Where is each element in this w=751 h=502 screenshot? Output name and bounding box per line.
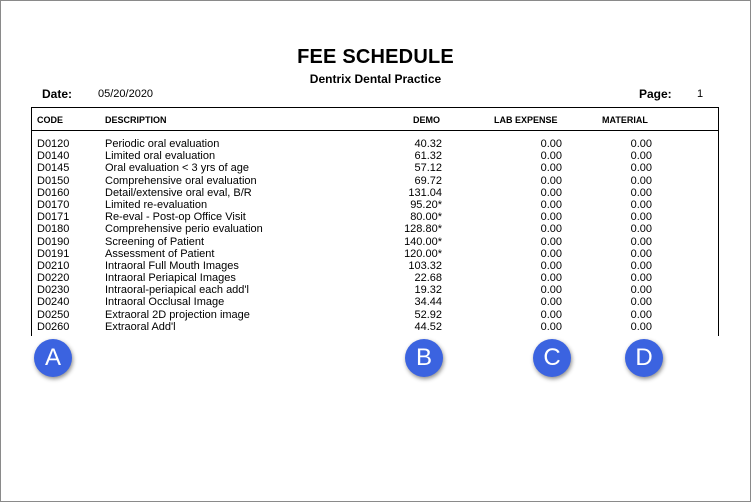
material-cell: 0.00: [630, 211, 652, 224]
code-cell: D0250: [37, 308, 70, 321]
code-cell: D0145: [37, 162, 70, 175]
demo-fee-cell: 140.00*: [404, 235, 442, 248]
description-cell: Extraoral 2D projection image: [105, 308, 250, 321]
code-cell: D0210: [37, 259, 70, 272]
table-row: [32, 272, 718, 284]
material-cell: 0.00: [630, 150, 652, 163]
description-cell: Extraoral Add'l: [105, 320, 176, 333]
table-row: [32, 223, 718, 235]
material-cell: 0.00: [630, 308, 652, 321]
lab-expense-cell: 0.00: [540, 211, 562, 224]
lab-expense-cell: 0.00: [540, 284, 562, 297]
page-number: 1: [697, 88, 704, 100]
marker-a: A: [34, 339, 72, 377]
demo-fee-cell: 95.20*: [410, 198, 442, 211]
demo-fee-cell: 131.04: [408, 186, 442, 199]
header-demo: DEMO: [413, 115, 440, 125]
marker-c: C: [533, 339, 571, 377]
code-cell: D0191: [37, 247, 70, 260]
code-cell: D0190: [37, 235, 70, 248]
code-cell: D0120: [37, 138, 70, 150]
lab-expense-cell: 0.00: [540, 174, 562, 187]
code-cell: D0170: [37, 198, 70, 211]
table-row: [32, 260, 718, 272]
lab-expense-cell: 0.00: [540, 308, 562, 321]
description-cell: Screening of Patient: [105, 235, 205, 248]
table-row: [32, 187, 718, 199]
table-row: [32, 248, 718, 260]
lab-expense-cell: 0.00: [540, 223, 562, 236]
material-cell: 0.00: [630, 235, 652, 248]
code-cell: D0171: [37, 211, 70, 224]
marker-d: D: [625, 339, 663, 377]
lab-expense-cell: 0.00: [540, 247, 562, 260]
code-cell: D0160: [37, 186, 70, 199]
description-cell: Limited oral evaluation: [105, 150, 216, 163]
description-cell: Intraoral Occlusal Image: [105, 296, 225, 309]
material-cell: 0.00: [630, 247, 652, 260]
demo-fee-cell: 40.32: [414, 138, 442, 150]
table-header: [32, 108, 718, 131]
lab-expense-cell: 0.00: [540, 162, 562, 175]
demo-fee-cell: 61.32: [414, 150, 442, 163]
demo-fee-cell: 69.72: [414, 174, 442, 187]
material-cell: 0.00: [630, 186, 652, 199]
description-cell: Detail/extensive oral eval, B/R: [105, 186, 252, 199]
table-row: [32, 150, 718, 162]
demo-fee-cell: 22.68: [414, 272, 442, 285]
table-row: [32, 138, 718, 150]
demo-fee-cell: 80.00*: [410, 211, 442, 224]
lab-expense-cell: 0.00: [540, 138, 562, 150]
fee-schedule-table: [31, 107, 719, 336]
lab-expense-cell: 0.00: [540, 272, 562, 285]
material-cell: 0.00: [630, 284, 652, 297]
description-cell: Intraoral-periapical each add'l: [105, 284, 249, 297]
table-row: [32, 199, 718, 211]
header-material: MATERIAL: [602, 115, 648, 125]
material-cell: 0.00: [630, 223, 652, 236]
table-row: [32, 296, 718, 308]
table-row: [32, 175, 718, 187]
table-row: [32, 211, 718, 223]
material-cell: 0.00: [630, 174, 652, 187]
demo-fee-cell: 57.12: [414, 162, 442, 175]
code-cell: D0230: [37, 284, 70, 297]
demo-fee-cell: 103.32: [408, 259, 442, 272]
code-cell: D0180: [37, 223, 70, 236]
lab-expense-cell: 0.00: [540, 198, 562, 211]
lab-expense-cell: 0.00: [540, 186, 562, 199]
code-cell: D0260: [37, 320, 70, 333]
header-code: CODE: [37, 115, 64, 125]
demo-fee-cell: 120.00*: [404, 247, 442, 260]
demo-fee-cell: 52.92: [414, 308, 442, 321]
description-cell: Limited re-evaluation: [105, 198, 208, 211]
report-title: FEE SCHEDULE: [297, 46, 454, 68]
lab-expense-cell: 0.00: [540, 320, 562, 333]
code-cell: D0220: [37, 272, 70, 285]
code-cell: D0240: [37, 296, 70, 309]
table-row: [32, 309, 718, 321]
material-cell: 0.00: [630, 320, 652, 333]
description-cell: Periodic oral evaluation: [105, 138, 220, 150]
date-value: 05/20/2020: [98, 88, 154, 100]
demo-fee-cell: 128.80*: [404, 223, 442, 236]
marker-b: B: [405, 339, 443, 377]
description-cell: Re-eval - Post-op Office Visit: [105, 211, 246, 224]
lab-expense-cell: 0.00: [540, 150, 562, 163]
table-row: [32, 321, 718, 333]
header-lab-expense: LAB EXPENSE: [494, 115, 558, 125]
description-cell: Assessment of Patient: [105, 247, 215, 260]
material-cell: 0.00: [630, 138, 652, 150]
date-label: Date:: [42, 87, 73, 101]
header-description: DESCRIPTION: [105, 115, 167, 125]
description-cell: Intraoral Full Mouth Images: [105, 259, 239, 272]
demo-fee-cell: 44.52: [414, 320, 442, 333]
description-cell: Intraoral Periapical Images: [105, 272, 236, 285]
material-cell: 0.00: [630, 296, 652, 309]
material-cell: 0.00: [630, 198, 652, 211]
demo-fee-cell: 34.44: [414, 296, 442, 309]
material-cell: 0.00: [630, 272, 652, 285]
page-label: Page:: [639, 87, 672, 101]
lab-expense-cell: 0.00: [540, 259, 562, 272]
lab-expense-cell: 0.00: [540, 235, 562, 248]
table-row: [32, 284, 718, 296]
table-body: [32, 138, 718, 333]
code-cell: D0150: [37, 174, 70, 187]
code-cell: D0140: [37, 150, 70, 163]
practice-name: Dentrix Dental Practice: [309, 72, 442, 86]
description-cell: Comprehensive perio evaluation: [105, 223, 263, 236]
table-row: [32, 236, 718, 248]
description-cell: Oral evaluation < 3 yrs of age: [105, 162, 249, 175]
description-cell: Comprehensive oral evaluation: [105, 174, 257, 187]
table-row: [32, 162, 718, 174]
demo-fee-cell: 19.32: [414, 284, 442, 297]
material-cell: 0.00: [630, 259, 652, 272]
material-cell: 0.00: [630, 162, 652, 175]
lab-expense-cell: 0.00: [540, 296, 562, 309]
